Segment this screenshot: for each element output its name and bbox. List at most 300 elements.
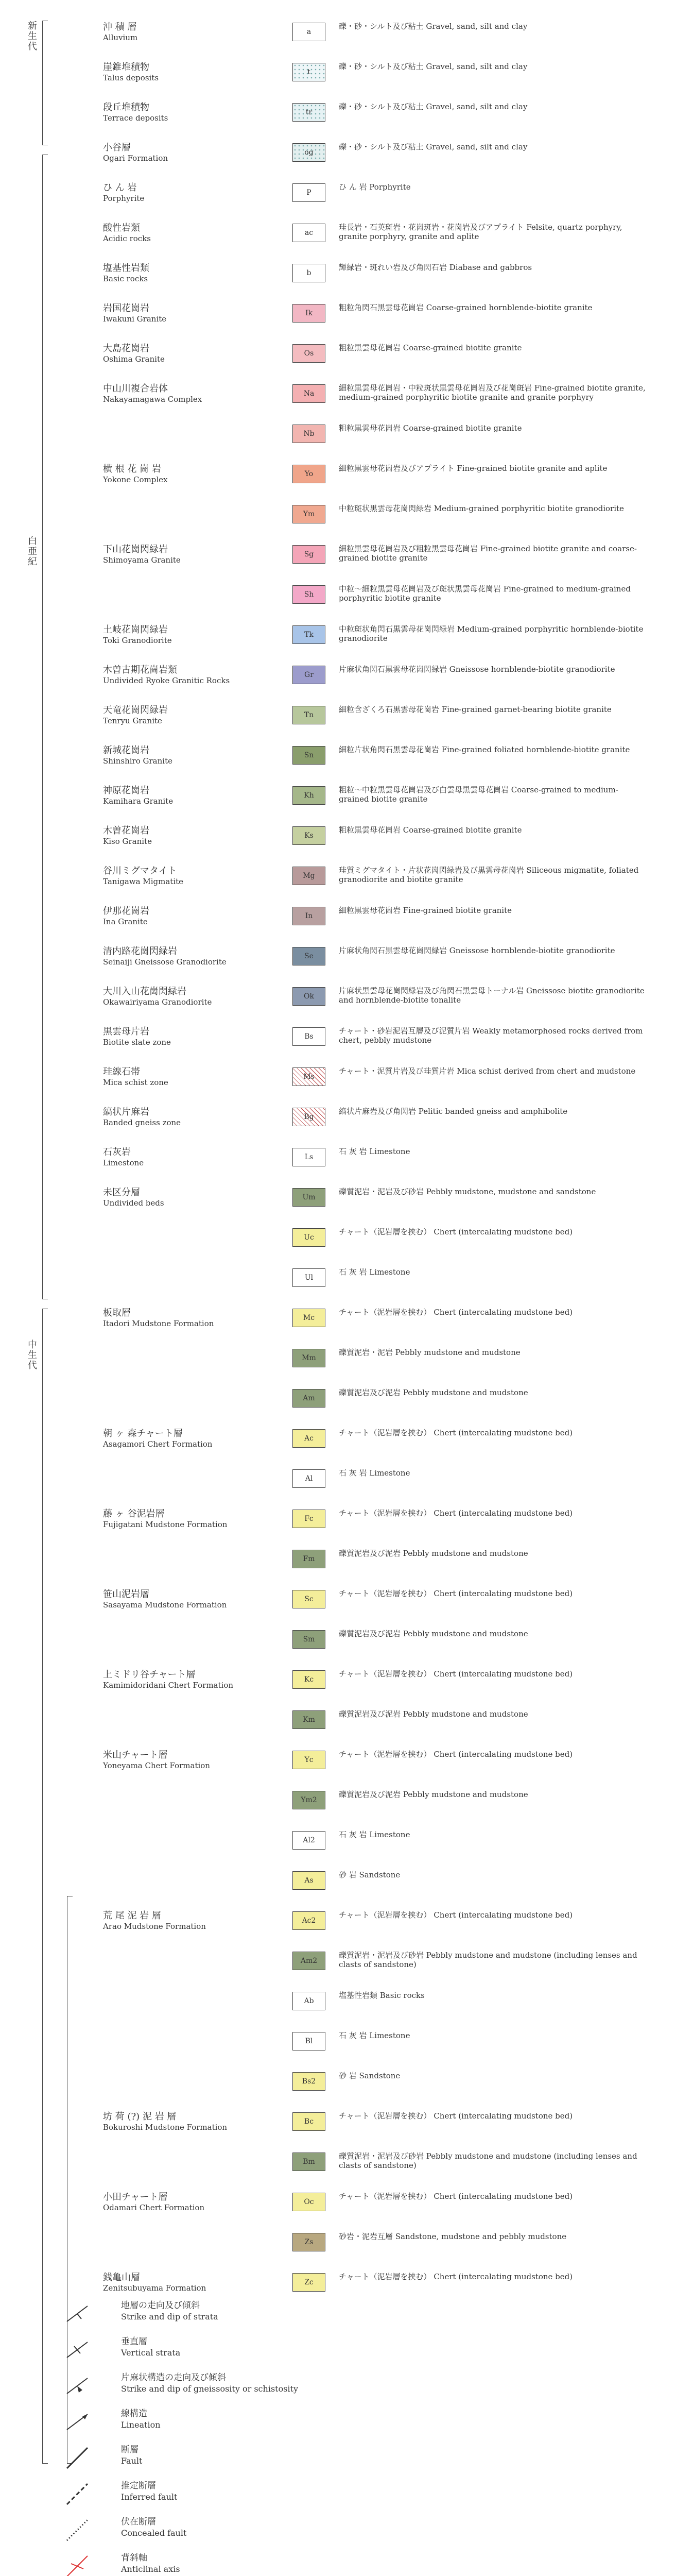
unit-name (103, 1187, 268, 1209)
symbol-label-en: Concealed fault (121, 2528, 187, 2538)
unit-name-ja: 下山花崗閃緑岩 (103, 544, 168, 555)
unit-code: Ms (303, 1073, 315, 1081)
unit-description: 礫質泥岩・泥岩及び砂岩 Pebbly mudstone and mudstone (including lenses and clasts of sandstone) (339, 2151, 637, 2170)
unit-code: Sg (304, 550, 314, 558)
legend-row (103, 905, 649, 927)
unit-swatch (292, 2153, 325, 2171)
unit-code: Fm (303, 1555, 315, 1563)
unit-code: Sn (304, 751, 314, 759)
legend-row (103, 583, 649, 606)
unit-code: Os (304, 349, 314, 358)
unit-name-ja: 石灰岩 (103, 1147, 131, 1158)
unit-code: Fc (304, 1515, 314, 1523)
unit-name-ja: 未区分層 (103, 1187, 140, 1198)
unit-code: tr (305, 108, 313, 116)
bracket-quaternary (42, 21, 48, 145)
unit-swatch (292, 264, 325, 282)
unit-name-ja: 伊那花崗岩 (103, 906, 149, 917)
unit-name-en: Mica schist zone (103, 1078, 168, 1087)
symbol-row (62, 2298, 525, 2334)
unit-name-en: Porphyrite (103, 194, 145, 203)
unit-swatch (292, 1228, 325, 1247)
unit-description: 粗粒角閃石黒雲母花崗岩 Coarse-grained hornblende-biotite granite (339, 303, 593, 312)
symbol-label (121, 2336, 180, 2359)
era-label: 中生代 (26, 1340, 37, 1370)
unit-swatch (292, 1710, 325, 1729)
unit-code: Mm (302, 1354, 316, 1362)
unit-swatch (292, 384, 325, 403)
unit-description: 礫質泥岩及び泥岩 Pebbly mudstone and mudstone (339, 1709, 528, 1719)
unit-swatch (292, 1871, 325, 1890)
unit-name (103, 1066, 268, 1088)
unit-name-ja: 板取層 (103, 1308, 131, 1318)
unit-name-ja: 横 根 花 崗 岩 (103, 464, 161, 474)
unit-description: 礫質泥岩及び泥岩 Pebbly mudstone and mudstone (339, 1549, 528, 1558)
unit-code: Kc (304, 1675, 314, 1684)
unit-code: Kh (304, 791, 314, 800)
unit-swatch (292, 183, 325, 202)
unit-code: Oc (304, 2198, 314, 2206)
unit-name-en: Tenryu Granite (103, 716, 162, 725)
legend-row (103, 865, 649, 887)
unit-name-en: Alluvium (103, 33, 138, 42)
symbol-label-ja: 推定断層 (121, 2481, 156, 2491)
unit-name (103, 624, 268, 646)
unit-name-ja: 清内路花崗閃緑岩 (103, 946, 177, 957)
symbol-label (121, 2300, 218, 2323)
legend-row (103, 2271, 649, 2294)
unit-code: Bc (304, 2117, 314, 2126)
unit-swatch (292, 1831, 325, 1850)
unit-description: 片麻状角閃石黒雲母花崗閃緑岩 Gneissose hornblende-biotite granodiorite (339, 665, 615, 674)
unit-name (103, 1308, 268, 1329)
symbol-label (121, 2372, 298, 2395)
unit-code: Ym (303, 510, 315, 518)
legend-row (103, 1025, 649, 1048)
symbol-label (121, 2444, 142, 2467)
legend-row (103, 1106, 649, 1128)
unit-swatch (292, 1590, 325, 1608)
unit-name-en: Banded gneiss zone (103, 1118, 181, 1127)
unit-swatch (292, 1067, 325, 1086)
strike-dip-icon (62, 2301, 93, 2327)
gneissosity-icon (62, 2373, 93, 2399)
unit-name (103, 383, 268, 405)
unit-code: Ul (304, 1274, 314, 1282)
legend-row (103, 1990, 649, 2012)
unit-code: Ok (304, 992, 314, 1001)
unit-name-ja: 大島花崗岩 (103, 343, 149, 354)
unit-name-ja: 岩国花崗岩 (103, 303, 149, 314)
unit-name (103, 223, 268, 244)
unit-name-ja: 笹山泥岩層 (103, 1589, 149, 1600)
unit-swatch (292, 2233, 325, 2251)
unit-swatch (292, 2273, 325, 2292)
unit-name (103, 946, 268, 968)
unit-code: Zc (304, 2278, 314, 2286)
unit-name-en: Itadori Mudstone Formation (103, 1319, 214, 1328)
unit-swatch (292, 545, 325, 564)
unit-code: Sh (304, 590, 314, 599)
unit-description: 粗粒黒雲母花崗岩 Coarse-grained biotite granite (339, 825, 522, 835)
unit-code: In (305, 912, 313, 920)
legend-row (103, 1065, 649, 1088)
unit-description: 礫・砂・シルト及び粘土 Gravel, sand, silt and clay (339, 22, 528, 31)
unit-name (103, 62, 268, 83)
unit-description: 片麻状角閃石黒雲母花崗閃緑岩 Gneissose hornblende-biotite granodiorite (339, 946, 615, 955)
unit-code: Bg (304, 1113, 314, 1121)
legend-row (103, 61, 649, 83)
legend-row (103, 181, 649, 204)
unit-description: 中粒斑状黒雲母花崗閃緑岩 Medium-grained porphyritic biotite granodiorite (339, 504, 624, 513)
unit-name-en: Zenitsubuyama Formation (103, 2283, 206, 2293)
unit-name-ja: 上ミドリ谷チャート層 (103, 1669, 196, 1680)
unit-name (103, 665, 268, 686)
symbol-row (62, 2550, 525, 2576)
unit-name-ja: 神原花崗岩 (103, 785, 149, 796)
symbol-label-en: Vertical strata (121, 2348, 181, 2358)
legend-row (103, 1307, 649, 1329)
legend-row (103, 2191, 649, 2213)
concealed-fault-icon (62, 2517, 93, 2543)
symbol-row (62, 2442, 525, 2478)
unit-name (103, 182, 268, 204)
unit-code: Ls (304, 1153, 314, 1161)
unit-name-en: Bokuroshi Mudstone Formation (103, 2123, 228, 2132)
unit-name (103, 263, 268, 284)
unit-name (103, 825, 268, 847)
unit-name-ja: 中山川複合岩体 (103, 383, 168, 394)
unit-swatch (292, 1268, 325, 1287)
unit-description: 礫・砂・シルト及び粘土 Gravel, sand, silt and clay (339, 142, 528, 151)
unit-description: 石 灰 岩 Limestone (339, 2031, 410, 2040)
unit-swatch (292, 425, 325, 443)
era-label: 新生代 (26, 21, 37, 52)
unit-name-ja: 土岐花崗閃緑岩 (103, 624, 168, 635)
unit-code: Ym2 (301, 1796, 317, 1804)
unit-name-ja: 段丘堆積物 (103, 102, 149, 113)
unit-name-en: Nakayamagawa Complex (103, 395, 202, 404)
unit-code: Se (304, 952, 314, 960)
unit-name-ja: 沖 積 層 (103, 22, 137, 32)
unit-name-ja: 小谷層 (103, 142, 131, 153)
fault-icon (62, 2445, 93, 2471)
unit-name-en: Oshima Granite (103, 354, 165, 364)
unit-swatch (292, 23, 325, 41)
unit-name-ja: ひ ん 岩 (103, 182, 137, 193)
bracket-cretaceous (42, 155, 48, 1299)
unit-name-ja: 珪線石帯 (103, 1066, 140, 1077)
unit-name-en: Undivided beds (103, 1198, 164, 1208)
inferred-fault-icon (62, 2481, 93, 2507)
unit-name (103, 1428, 268, 1450)
legend-row (103, 704, 649, 726)
legend-row (103, 2110, 649, 2133)
legend-row (103, 664, 649, 686)
legend-row (103, 2030, 649, 2053)
legend-row (103, 1588, 649, 1611)
unit-description: 砂 岩 Sandstone (339, 1870, 401, 1879)
unit-swatch (292, 867, 325, 885)
unit-name (103, 1509, 268, 1530)
symbol-label-en: Lineation (121, 2420, 161, 2430)
legend-row (103, 1226, 649, 1249)
unit-name-en: Kamihara Granite (103, 796, 174, 806)
unit-description: 細粒含ざくろ石黒雲母花崗岩 Fine-grained garnet-bearing biotite granite (339, 705, 612, 714)
era-label: 白亜紀 (26, 536, 37, 567)
unit-name (103, 745, 268, 767)
legend-row (103, 21, 649, 43)
unit-code: t (307, 68, 310, 76)
unit-code: Bl (305, 2037, 313, 2045)
unit-swatch (292, 1510, 325, 1528)
legend-row (103, 543, 649, 566)
unit-description: 礫質泥岩及び泥岩 Pebbly mudstone and mudstone (339, 1790, 528, 1799)
unit-swatch (292, 1027, 325, 1046)
unit-swatch (292, 1108, 325, 1126)
unit-name-en: Yoneyama Chert Formation (103, 1761, 210, 1770)
unit-swatch (292, 1469, 325, 1488)
unit-name (103, 705, 268, 726)
symbol-label-ja: 地層の走向及び傾斜 (121, 2300, 200, 2311)
unit-description: 中粒～細粒黒雲母花崗岩及び斑状黒雲母花崗岩 Fine-grained to medium-grained porphyritic biotite granite (339, 584, 631, 603)
symbol-label (121, 2552, 180, 2575)
unit-code: a (306, 28, 311, 36)
unit-description: 礫・砂・シルト及び粘土 Gravel, sand, silt and clay (339, 62, 528, 71)
unit-name-en: Seinaiji Gneissose Granodiorite (103, 957, 227, 967)
unit-swatch (292, 1751, 325, 1769)
legend-row (103, 342, 649, 365)
era-cretaceous (16, 536, 37, 793)
legend-row (103, 1186, 649, 1209)
unit-name-ja: 米山チャート層 (103, 1750, 168, 1760)
unit-name (103, 1026, 268, 1048)
unit-name (103, 102, 268, 124)
unit-swatch (292, 2032, 325, 2050)
legend-row (103, 382, 649, 405)
unit-name-ja: 谷川ミグマタイト (103, 866, 177, 876)
unit-swatch (292, 1349, 325, 1367)
unit-name-en: Terrace deposits (103, 113, 168, 123)
era-cenozoic (16, 21, 37, 155)
vertical-icon (62, 2337, 93, 2363)
unit-name-en: Limestone (103, 1158, 144, 1167)
unit-description: 細粒黒雲母花崗岩・中粒斑状黒雲母花崗岩及び花崗斑岩 Fine-grained biotite granite, medium-grained porphyritic biotite granite and granite porphyry (339, 383, 646, 402)
unit-swatch (292, 1630, 325, 1649)
unit-description: 中粒斑状角閃石黒雲母花崗閃緑岩 Medium-grained porphyritic hornblende-biotite granodiorite (339, 624, 644, 643)
unit-name-en: Ogari Formation (103, 154, 168, 163)
symbol-row (62, 2478, 525, 2514)
unit-swatch (292, 304, 325, 323)
unit-name-en: Odamari Chert Formation (103, 2203, 205, 2212)
legend-row (103, 1427, 649, 1450)
unit-swatch (292, 947, 325, 965)
unit-name-ja: 銭亀山層 (103, 2272, 140, 2283)
unit-code: Zs (304, 2238, 314, 2246)
unit-name-ja: 大川入山花崗閃緑岩 (103, 986, 186, 997)
unit-code: Km (303, 1716, 315, 1724)
unit-name-en: Iwakuni Granite (103, 314, 167, 324)
unit-description: 礫質泥岩・泥岩 Pebbly mudstone and mudstone (339, 1348, 521, 1357)
legend-row (103, 824, 649, 847)
symbol-row (62, 2406, 525, 2442)
unit-name-en: Tanigawa Migmatite (103, 877, 183, 886)
unit-name-en: Yokone Complex (103, 475, 168, 484)
unit-name-en: Arao Mudstone Formation (103, 1922, 206, 1931)
unit-description: 礫・砂・シルト及び粘土 Gravel, sand, silt and clay (339, 102, 528, 111)
unit-name-ja: 新城花崗岩 (103, 745, 149, 756)
unit-code: Gr (304, 671, 314, 679)
symbol-label-en: Strike and dip of gneissosity or schistosity (121, 2384, 299, 2394)
legend-row (103, 463, 649, 485)
unit-name-en: Biotite slate zone (103, 1038, 171, 1047)
unit-description: 礫質泥岩及び泥岩 Pebbly mudstone and mudstone (339, 1629, 528, 1638)
unit-description: 細粒片状角閃石黒雲母花崗岩 Fine-grained foliated hornblende-biotite granite (339, 745, 630, 754)
unit-description: 礫質泥岩・泥岩及び砂岩 Pebbly mudstone, mudstone and sandstone (339, 1187, 596, 1196)
unit-name (103, 1589, 268, 1611)
unit-code: Am (303, 1394, 315, 1402)
unit-description: 礫質泥岩・泥岩及び砂岩 Pebbly mudstone and mudstone (including lenses and clasts of sandstone) (339, 1951, 637, 1969)
unit-description: 石 灰 岩 Limestone (339, 1147, 410, 1156)
era-mesozoic (16, 1340, 37, 1700)
unit-name-ja: 坊 荷 (?) 泥 岩 層 (103, 2111, 177, 2122)
legend-row (103, 1708, 649, 1731)
unit-description: 珪質ミグマタイト・片状花崗閃緑岩及び黒雲母花崗岩 Siliceous migmatite, foliated granodiorite and biotite granite (339, 866, 639, 884)
legend-row (103, 744, 649, 767)
unit-swatch (292, 505, 325, 523)
unit-description: チャート（泥岩層を挟む） Chert (intercalating mudstone bed) (339, 2111, 573, 2121)
unit-name-ja: 木曽古期花崗岩類 (103, 665, 177, 675)
lineation-icon (62, 2409, 93, 2435)
symbol-label (121, 2516, 186, 2539)
legend-row (103, 101, 649, 124)
unit-swatch (292, 746, 325, 765)
unit-swatch (292, 465, 325, 483)
unit-name-ja: 黒雲母片岩 (103, 1026, 149, 1037)
legend-row (103, 222, 649, 244)
unit-name-ja: 朝 ヶ 森チャート層 (103, 1428, 183, 1439)
unit-code: Tn (304, 711, 314, 719)
unit-description: 砂 岩 Sandstone (339, 2071, 401, 2080)
legend-row (103, 1909, 649, 1932)
legend-row (103, 1387, 649, 1410)
unit-name (103, 785, 268, 807)
unit-description: チャート・砂岩泥岩互層及び泥質片岩 Weakly metamorphosed rocks derived from chert, pebbly mudstone (339, 1026, 643, 1045)
unit-name-en: Talus deposits (103, 73, 159, 82)
unit-description: 粗粒～中粒黒雲母花崗岩及び白雲母黒雲母花崗岩 Coarse-grained to medium-grained biotite granite (339, 785, 618, 804)
unit-description: チャート・泥質片岩及び珪質片岩 Mica schist derived from chert and mudstone (339, 1066, 636, 1076)
unit-description: 石 灰 岩 Limestone (339, 1830, 410, 1839)
unit-description: 細粒黒雲母花崗岩及びアプライト Fine-grained biotite granite and aplite (339, 464, 608, 473)
symbol-label (121, 2480, 177, 2503)
legend-row (103, 2070, 649, 2093)
unit-code: Al2 (303, 1836, 315, 1844)
unit-name-ja: 塩基性岩類 (103, 263, 149, 274)
unit-name-en: Toki Granodiorite (103, 636, 172, 645)
unit-code: Bs (304, 1032, 314, 1041)
legend-row (103, 1829, 649, 1852)
unit-code: og (304, 148, 314, 157)
unit-description: 細粒黒雲母花崗岩及び粗粒黒雲母花崗岩 Fine-grained biotite granite and coarse-grained biotite granite (339, 544, 637, 563)
unit-swatch (292, 2193, 325, 2211)
unit-name-en: Ina Granite (103, 917, 148, 926)
unit-description: 片麻状黒雲母花崗閃緑岩及び角閃石黒雲母トーナル岩 Gneissose biotite granodiorite and hornblende-biotite tonalite (339, 986, 645, 1005)
unit-description: 粗粒黒雲母花崗岩 Coarse-grained biotite granite (339, 343, 522, 352)
unit-name (103, 343, 268, 365)
unit-description: チャート（泥岩層を挟む） Chert (intercalating mudstone bed) (339, 1428, 573, 1437)
symbol-label-ja: 垂直層 (121, 2336, 147, 2347)
unit-swatch (292, 706, 325, 724)
unit-code: Yo (304, 470, 314, 478)
unit-code: Uc (304, 1233, 314, 1242)
unit-code: As (304, 1876, 314, 1885)
unit-name-en: Shinshiro Granite (103, 756, 172, 766)
legend-row (103, 1507, 649, 1530)
unit-name-ja: 藤 ヶ 谷泥岩層 (103, 1509, 165, 1519)
unit-name-ja: 小田チャート層 (103, 2192, 168, 2202)
unit-name (103, 1910, 268, 1932)
unit-description: 粗粒黒雲母花崗岩 Coarse-grained biotite granite (339, 423, 522, 433)
unit-name-en: Shimoyama Granite (103, 555, 181, 565)
legend-row (103, 141, 649, 164)
legend-row (103, 422, 649, 445)
unit-name-ja: 荒 尾 泥 岩 層 (103, 1910, 161, 1921)
unit-description: 細粒黒雲母花崗岩 Fine-grained biotite granite (339, 906, 512, 915)
unit-description: チャート（泥岩層を挟む） Chert (intercalating mudstone bed) (339, 2272, 573, 2281)
unit-swatch (292, 585, 325, 604)
legend-row (103, 302, 649, 325)
symbol-row (62, 2370, 525, 2406)
legend-row (103, 1347, 649, 1369)
unit-code: Mg (303, 872, 315, 880)
legend-row (103, 2150, 649, 2173)
legend-row (103, 623, 649, 646)
unit-name-en: Undivided Ryoke Granitic Rocks (103, 676, 230, 685)
unit-swatch (292, 786, 325, 805)
unit-swatch (292, 224, 325, 242)
unit-swatch (292, 1791, 325, 1809)
unit-swatch (292, 143, 325, 162)
symbol-label-ja: 伏在断層 (121, 2517, 156, 2527)
anticline-icon (62, 2553, 93, 2576)
unit-name-en: Fujigatani Mudstone Formation (103, 1520, 228, 1529)
unit-swatch (292, 103, 325, 122)
legend-row (103, 1950, 649, 1972)
unit-name (103, 142, 268, 164)
unit-description: チャート（泥岩層を挟む） Chert (intercalating mudstone bed) (339, 1669, 573, 1679)
unit-name (103, 22, 268, 43)
unit-description: 塩基性岩類 Basic rocks (339, 1991, 425, 2000)
legend-row (103, 1266, 649, 1289)
legend-row (103, 945, 649, 968)
unit-code: Bs2 (302, 2077, 316, 2086)
unit-name-en: Kiso Granite (103, 837, 152, 846)
unit-code: Am2 (300, 1957, 318, 1965)
unit-code: Um (302, 1193, 316, 1201)
symbol-label-en: Strike and dip of strata (121, 2312, 218, 2321)
symbol-label-ja: 線構造 (121, 2409, 147, 2419)
unit-code: Bm (303, 2158, 315, 2166)
unit-code: Mc (303, 1314, 315, 1322)
unit-name (103, 2111, 268, 2133)
unit-swatch (292, 907, 325, 925)
unit-name-en: Acidic rocks (103, 234, 151, 243)
unit-swatch (292, 1309, 325, 1327)
unit-description: チャート（泥岩層を挟む） Chert (intercalating mudstone bed) (339, 2192, 573, 2201)
unit-code: Tk (304, 631, 314, 639)
unit-code: ac (304, 229, 314, 237)
unit-description: 珪長岩・石英斑岩・花崗斑岩・花崗岩及びアプライト Felsite, quartz porphyry, granite porphyry, granite and aplite (339, 223, 622, 241)
